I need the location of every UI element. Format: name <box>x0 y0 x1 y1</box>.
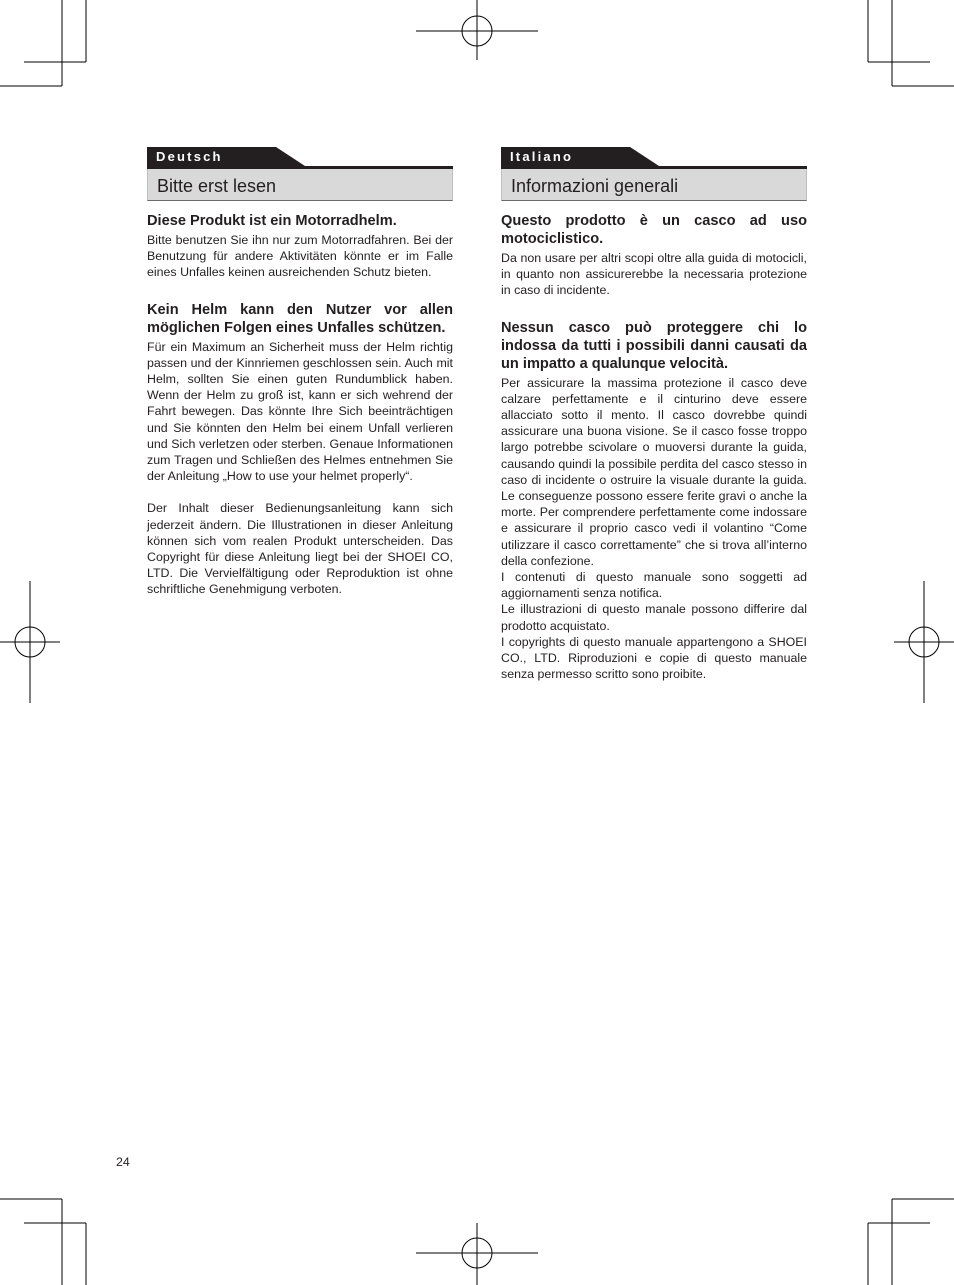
paragraph-content-updates: I contenuti di questo manuale sono soggetti ad aggiornamenti senza notifica. <box>501 570 807 601</box>
page-number: 24 <box>116 1155 130 1169</box>
language-tab-deutsch <box>147 147 453 166</box>
section-title: Informazioni generali <box>501 169 807 201</box>
heading-no-helmet-protects: Kein Helm kann den Nutzer vor allen möglichen Folgen eines Unfalles schützen. <box>147 301 453 336</box>
registration-mark-top <box>416 0 538 60</box>
heading-motorcycle-helmet: Diese Produkt ist ein Motorradhelm. <box>147 213 397 229</box>
paragraph-fit-safety: Für ein Maximum an Sicherheit muss der Helm richtig passen und der Kinnriemen geschlossen sein. Auch mit Helm, sollten Sie einen guten Rundumblick haben. Wenn der Helm zu groß ist, kann er sich wehrend der Fahrt bewegen. Das könnte Ihre Sich beeinträchtigen und Sie könnten den Helm bei einem Unfall verlieren und Sich verletzen oder sterben. Genaue Informationen zum Tragen und Schließen des Helmes entnehmen Sie der Anleitung „How to use your helmet properly“. <box>147 339 453 484</box>
crop-mark-top-right <box>868 0 954 86</box>
section-title: Bitte erst lesen <box>147 169 453 201</box>
heading-no-helmet-protects: Nessun casco può proteggere chi lo indossa da tutti i possibili danni causati da un impatto a qualunque velocità. <box>501 319 807 372</box>
language-tab-label: Italiano <box>510 149 574 164</box>
italiano-column <box>501 147 807 682</box>
paragraph-usage: Da non usare per altri scopi oltre alla guida di motocicli, in quanto non assicurerebbe la necessaria protezione in caso di incidente. <box>501 251 807 298</box>
heading-motorcycle-helmet: Questo prodotto è un casco ad uso motociclistico. <box>501 213 807 247</box>
paragraph-fit-safety: Per assicurare la massima protezione il casco deve calzare perfettamente e il cinturino deve essere allacciato sotto il mento. Il casco dovrebbe quindi assicurare una buona visione. Se il casco fosse troppo largo potrebbe scivolare o muoversi durante la guida, causando quindi la possibile perdita del casco stesso in caso di incidente o ostruire la visuale durante la guida. Le conseguenze possono essere ferite gravi o anche la morte. Per comprendere perfettamente come indossare e assicurare il proprio casco vedi il volantino “Come utilizzare il casco correttamente” che si trova all’interno della confezione. <box>501 375 807 568</box>
paragraph-fit-safety-group <box>501 375 807 683</box>
deutsch-column <box>147 147 453 598</box>
registration-mark-right <box>894 581 954 703</box>
paragraph-copyright: I copyrights di questo manuale appartengono a SHOEI CO., LTD. Riproduzioni e copie di questo manuale senza permesso scritto sono proibite. <box>501 634 807 682</box>
paragraph-usage: Bitte benutzen Sie ihn nur zum Motorradfahren. Bei der Benutzung für andere Aktivitäten könnte er im Falle eines Unfalles keinen ausreichenden Schutz bieten. <box>147 233 453 280</box>
crop-mark-bottom-left <box>0 1199 86 1285</box>
language-tab-italiano <box>501 147 807 166</box>
paragraph-copyright: Der Inhalt dieser Bedienungsanleitung kann sich jederzeit ändern. Die Illustrationen in dieser Anleitung können sich vom realen Produkt unterscheiden. Das Copyright für diese Anleitung liegt bei der SHOEI CO, LTD. Die Vervielfältigung oder Reproduktion ist ohne schriftliche Genehmigung verboten. <box>147 501 453 597</box>
crop-mark-top-left <box>0 0 86 86</box>
language-tab-label: Deutsch <box>156 149 223 164</box>
registration-mark-bottom <box>416 1223 538 1285</box>
registration-mark-left <box>0 581 60 703</box>
crop-mark-bottom-right <box>868 1199 954 1285</box>
paragraph-illustrations: Le illustrazioni di questo manale possono differire dal prodotto acquistato. <box>501 602 807 633</box>
